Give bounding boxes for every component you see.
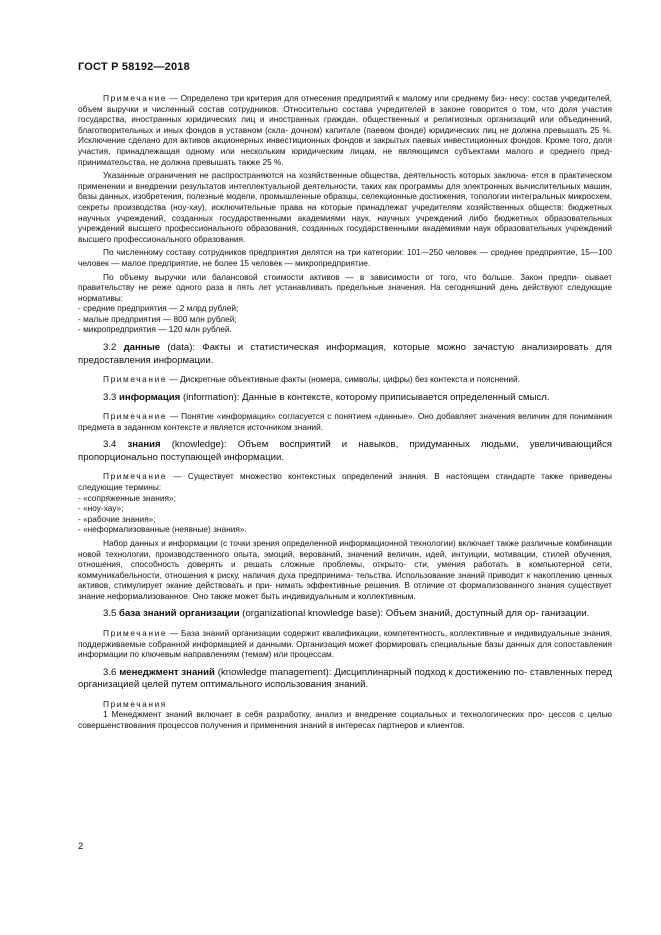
document-header: ГОСТ Р 58192—2018: [78, 61, 190, 73]
intro-paragraph: По численному составу сотрудников предприятия делятся на три категории: 101—250 человек — среднее предприятие, 15—100 человек — малое предприятие, не более 15 человек — микропредприятие.: [78, 247, 612, 268]
term-name: база знаний организации: [119, 608, 240, 620]
intro-note: Примечание — Определено три критерия для отнесения предприятий к малому или среднему биз- несу: состав учредителей, объем выручки и численный состав сотрудников. Относительно состава учредителей в законе говорится о том, что доля участия государства, иностранных юридических лиц и иностранных граждан, общественных и религиозных организаций или объединений, благотворительных и иных фондов в уставном (скла- дочном) капитале (паевом фонде) юридических лиц не должна превышать 25 %. Исключение сделано для активов акционерных инвестиционных фондов и закрытых паевых инвестиционных фондов. Кроме того, доля участия, принадлежащая одному или нескольким юридическим лицам, не являющимся субъектами малого и среднего пред- принимательства, не должна превышать также 25 %.: [78, 93, 612, 167]
page-number: 2: [78, 841, 84, 852]
list-item: - «ноу-хау»;: [78, 503, 124, 514]
term-3-6: 3.6 менеджмент знаний (knowledge management): Дисциплинарный подход к достижению по- ставленных перед организацией целей путем оптимального использования знаний.: [78, 666, 612, 691]
page-content: [78, 93, 612, 731]
note-label: Примечание: [103, 93, 168, 103]
term-3-2: 3.2 данные (data): Факты и статистическая информация, которые можно зачастую анализировать для предоставления информации.: [78, 342, 612, 366]
term-name: информация: [119, 391, 181, 403]
paragraph: Набор данных и информации (с точки зрения определенной информационной технологии) включает также различные комбинации новой технологии, производственного опыта, эмоций, верований, значений величин, идей, интуиции, мотивации, стилей обучения, отношения, способность доверять и решать сложные проблемы, открыто- сти, умения работать в компьютерной сети, коммуникабельности, отношения к риску, наличия духа предпринима- тельства. Использование знаний приводит к накоплению ценных активов, стимулирует экание действовать и при- нимать эффективные решения. В отличие от формализованного знания существует знание неформализованное. Оно также может быть индивидуальным и коллективным.: [78, 537, 612, 601]
term-name: менеджмент знаний: [119, 666, 215, 678]
note: Примечание — База знаний организации содержит квалификации, компетентность, коллективные и индивидуальные знания, поддерживаемые собранной информацией и данными. Организация может формировать специальные базы данных для сопоставления информации по ключевым направлениям (темам) или процессам.: [78, 627, 612, 660]
list-item: - «сопряженные знания»;: [78, 492, 176, 503]
intro-paragraph: Указанные ограничения не распространяются на хозяйственные общества, деятельность которых заключа- ется в практическом применении и внедрении результатов интеллектуальной деятельности, таких как программы для электронных вычислительных машин, базы данных, изобретения, полезные модели, промышленные образцы, селекционные достижения, топологии интегральных микросхем, секреты производства (ноу-хау), исключительные права на которые принадлежат учредителям хозяйственных обществ: бюджетных научных учреждений, созданных государственными академиями наук, научных учреждений либо бюджетных образовательных учреждений высшего профессионального образования, созданных государственными академиями наук образовательных учреждений высшего профессионального образования.: [78, 170, 612, 244]
list-item: - «неформализованные (неявные) знания».: [78, 524, 247, 535]
note: Примечание — Существует множество контекстных определений знания. В настоящем стандарте также приведены следующие термины:: [78, 471, 612, 492]
note: Примечание — Дискретные объективные факты (номера, символы, цифры) без контекста и пояснений.: [103, 374, 520, 385]
list-item: - средние предприятия — 2 млрд рублей;: [78, 303, 239, 314]
term-name: данные: [123, 342, 161, 354]
list-item: - малые предприятия — 800 млн рублей;: [78, 313, 237, 324]
list-item: - «рабочие знания»;: [78, 513, 156, 524]
note-item: 1 Менеджмент знаний включает в себя разработку, анализ и внедрение социальных и технологических про- цессов с целью совершенствования процессов получения и применения знаний в интересах партнеров и клиентов.: [78, 709, 612, 730]
term-name: знания: [127, 439, 161, 451]
term-3-4: 3.4 знания (knowledge): Объем восприятий и навыков, придуманных людьми, увеличивающийся пропорционально поступающей информации.: [78, 439, 612, 463]
term-3-5: 3.5 база знаний организации (organizational knowledge base): Объем знаний, доступный для ор- ганизации.: [103, 608, 590, 620]
list-item: - микропредприятия — 120 млн рублей.: [78, 324, 232, 335]
note: Примечание — Понятие «информация» согласуется с понятием «данные». Оно добавляет значения величин для понимания предмета в заданном контексте и является источником знаний.: [78, 411, 612, 432]
intro-paragraph: По объему выручки или балансовой стоимости активов — в зависимости от того, что больше. Закон предпи- сывает правительству не реже одного раза в пять лет устанавливать предельные значения. На сегодняшний день действуют следующие нормативы:: [78, 271, 612, 303]
notes-heading: Примечания: [103, 698, 167, 709]
term-3-3: 3.3 информация (information): Данные в контексте, которому приписывается определенный смысл.: [103, 391, 550, 403]
